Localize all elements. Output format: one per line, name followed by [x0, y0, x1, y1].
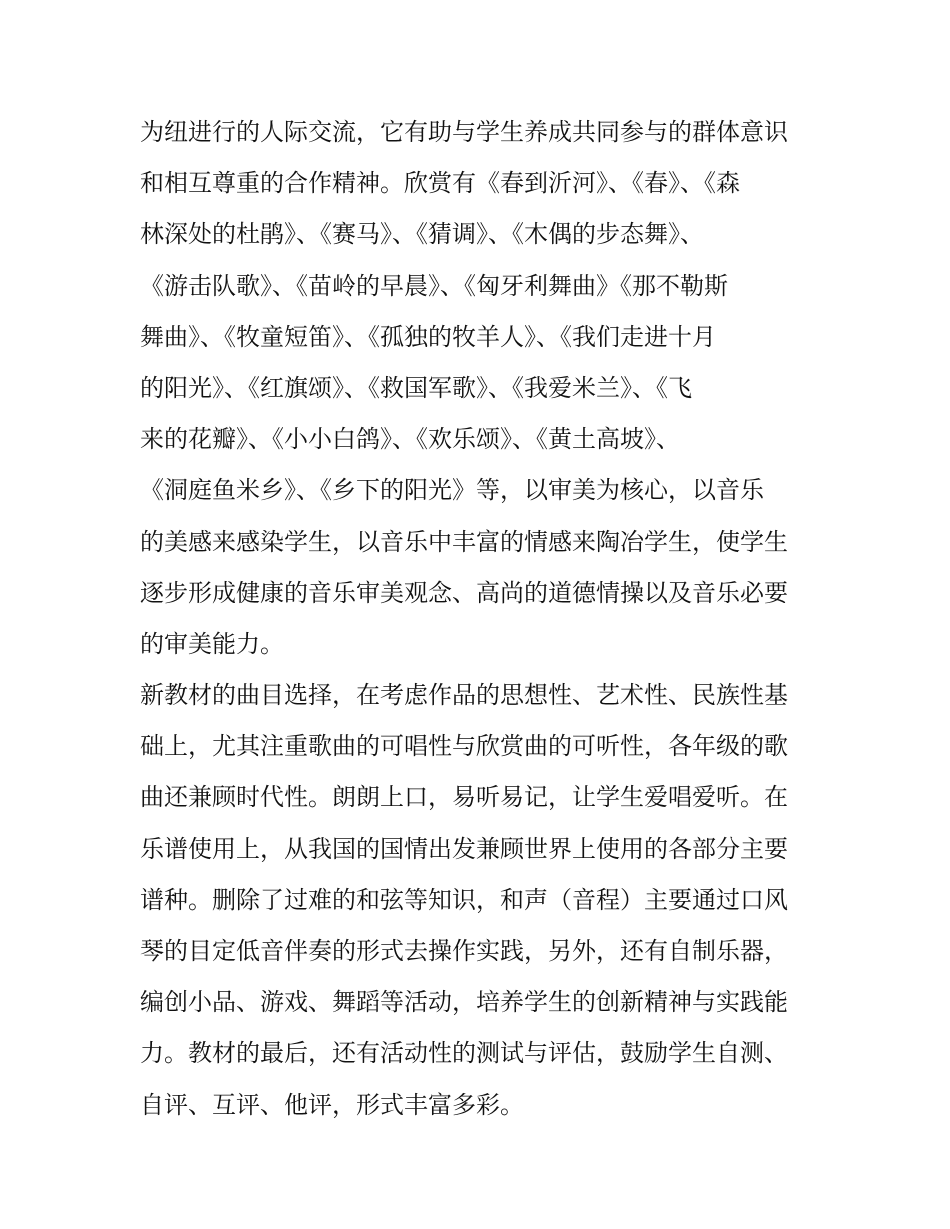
text-line: 力。教材的最后，还有活动性的测试与评估，鼓励学生自测、: [140, 1039, 788, 1068]
text-line: 和相互尊重的合作精神。欣赏有《春到沂河》、《春》、《森: [140, 169, 740, 198]
paragraph-1: [140, 107, 820, 670]
text-line: 乐谱使用上，从我国的国情出发兼顾世界上使用的各部分主要: [140, 834, 788, 863]
text-line: 的阳光》、《红旗颂》、《救国军歌》、《我爱米兰》、《飞: [140, 373, 692, 402]
text-line: 的美感来感染学生，以音乐中丰富的情感来陶冶学生，使学生: [140, 527, 788, 556]
text-line: 林深处的杜鹃》、《赛马》、《猜调》、《木偶的步态舞》、: [140, 220, 704, 249]
text-line: 逐步形成健康的音乐审美观念、高尚的道德情操以及音乐必要: [140, 578, 788, 607]
text-line: 为纽进行的人际交流，它有助与学生养成共同参与的群体意识: [140, 118, 788, 146]
text-line: 《洞庭鱼米乡》、《乡下的阳光》等，以审美为核心，以音乐: [140, 476, 764, 505]
text-line: 新教材的曲目选择，在考虑作品的思想性、艺术性、民族性基: [140, 681, 788, 710]
paragraph-2: [140, 670, 820, 1131]
text-line: 自评、互评、他评，形式丰富多彩。: [140, 1090, 524, 1119]
text-line: 来的花瓣》、《小小白鸽》、《欢乐颂》、《黄土高坡》、: [140, 425, 680, 454]
text-line: 谱种。删除了过难的和弦等知识，和声（音程）主要通过口风: [140, 885, 788, 914]
text-line: 《游击队歌》、《苗岭的早晨》、《匈牙利舞曲》《那不勒斯: [140, 271, 728, 300]
body-text: [140, 107, 820, 1131]
text-line: 的审美能力。: [140, 629, 284, 658]
text-line: 琴的目定低音伴奏的形式去操作实践，另外，还有自制乐器，: [140, 937, 788, 965]
text-line: 曲还兼顾时代性。朗朗上口，易听易记，让学生爱唱爱听。在: [140, 783, 788, 812]
text-line: 编创小品、游戏、舞蹈等活动，培养学生的创新精神与实践能: [140, 988, 788, 1017]
text-line: 础上，尤其注重歌曲的可唱性与欣赏曲的可听性，各年级的歌: [140, 732, 788, 761]
text-line: 舞曲》、《牧童短笛》、《孤独的牧羊人》、《我们走进十月: [140, 322, 716, 351]
